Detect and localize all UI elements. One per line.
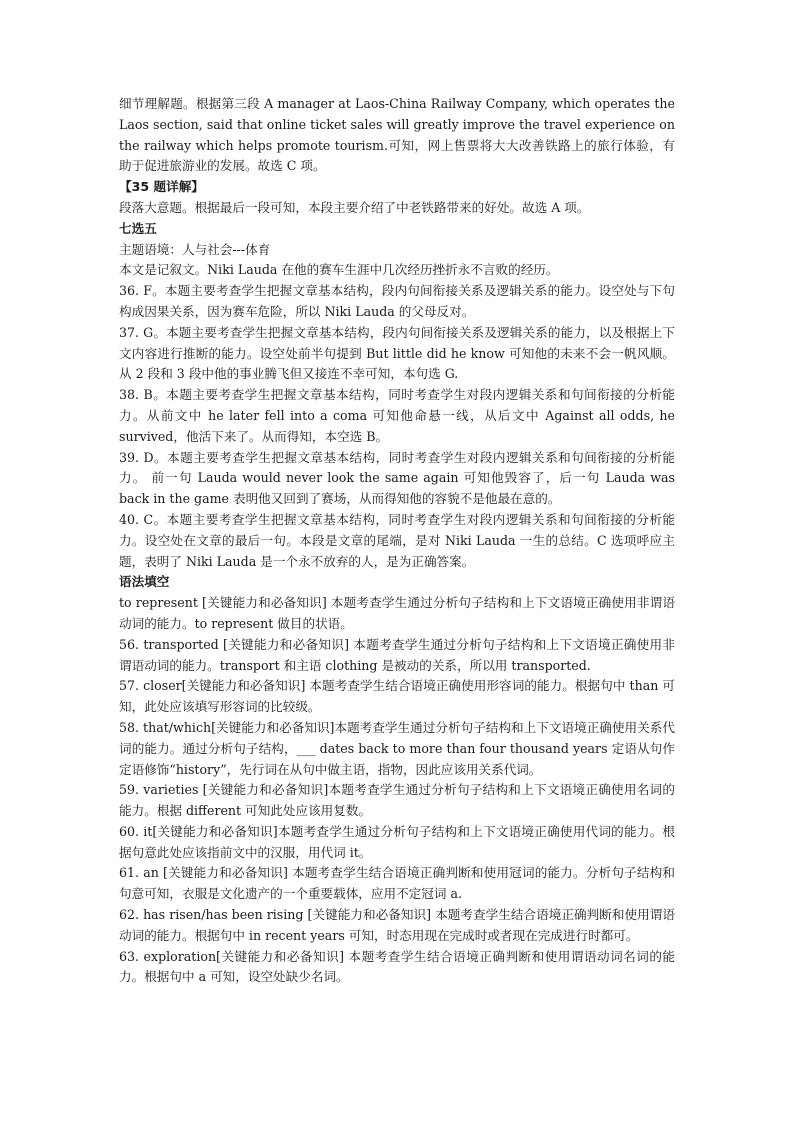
answer-item-38: 38. B。本题主要考查学生把握文章基本结构，同时考查学生对段内逻辑关系和句间衔接的分析能力。从前文中 he later fell into a coma 可知他命悬一线，从后文中 Against all odds, he survived，他活下来了。从而得知，本空选 B。 [119,387,675,444]
answer-item-56: 56. transported [关键能力和必备知识] 本题考查学生通过分析句子结构和上下文语境正确使用非谓语动词的能力。transport 和主语 clothing 是被动的关系，所以用 transported. [119,636,675,673]
answer-item-57: 57. closer[关键能力和必备知识] 本题考查学生结合语境正确使用形容词的能力。根据句中 than 可知，此处应该填写形容词的比较级。 [119,678,675,715]
section-grammar-heading: 语法填空 [119,574,170,590]
intro-paragraph: 细节理解题。根据第三段 A manager at Laos-China Railway Company, which operates the Laos section, said that online ticket sales will greatly improve the travel experience on the railway which helps promote tourism.可知，网上售票将大大改善铁路上的旅行体验，有助于促进旅游业的发展。故选 C 项。 [119,96,675,174]
answer-item-60: 60. it[关键能力和必备知识]本题考查学生通过分析句子结构和上下文语境正确使用代词的能力。根据句意此处应该指前文中的汉服，用代词 it。 [119,823,675,860]
answer-item-55: to represent [关键能力和必备知识] 本题考查学生通过分析句子结构和上下文语境正确使用非谓语动词的能力。to represent 做目的状语。 [119,595,675,631]
section-seven-summary: 本文是记叙文。Niki Lauda 在他的赛车生涯中几次经历挫折永不言败的经历。 [119,262,559,278]
q35-text: 段落大意题。根据最后一段可知，本段主要介绍了中老铁路带来的好处。故选 A 项。 [119,199,590,215]
answer-item-62: 62. has risen/has been rising [关键能力和必备知识] 本题考查学生结合语境正确判断和使用谓语动词的能力。根据句中 in recent years 可知，时态用现在完成时或者现在完成进行时都可。 [119,907,675,943]
answer-item-40: 40. C。本题主要考查学生把握文章基本结构，同时考查学生对段内逻辑关系和句间衔接的分析能力。设空处在文章的最后一句。本段是文章的尾端，是对 Niki Lauda 一生的总结。C 选项呼应主题，表明了 Niki Lauda 是一个永不放弃的人，是为正确答案。 [119,511,675,569]
answer-item-39: 39. D。本题主要考查学生把握文章基本结构，同时考查学生对段内逻辑关系和句间衔接的分析能力。 前一句 Lauda would never look the same again 可知他毁容了，后一句 Lauda was back in the game 表明他又回到了赛场，从而得知他的容貌不是他最在意的。 [119,449,675,507]
answer-item-58: 58. that/which[关键能力和必备知识]本题考查学生通过分析句子结构和上下文语境正确使用关系代词的能力。通过分析句子结构，___ dates back to more than four thousand years 定语从句作定语修饰“history”，先行词在从句中做主语，指物，因此应该用关系代词。 [119,719,675,777]
section-seven-theme: 主题语境：人与社会---体育 [119,241,271,257]
answer-item-37: 37. G。本题主要考查学生把握文章基本结构，段内句间衔接关系及逻辑关系的能力，以及根据上下文内容进行推断的能力。设空处前半句提到 But little did he know 可知他的未来不会一帆风顺。从 2 段和 3 段中他的事业腾飞但又接连不幸可知，本句选 G. [119,324,675,382]
answer-item-61: 61. an [关键能力和必备知识] 本题考查学生结合语境正确判断和使用冠词的能力。分析句子结构和句意可知，衣服是文化遗产的一个重要载体，应用不定冠词 a. [119,865,675,902]
answer-item-36: 36. F。本题主要考查学生把握文章基本结构，段内句间衔接关系及逻辑关系的能力。设空处与下句构成因果关系，因为赛车危险，所以 Niki Lauda 的父母反对。 [119,283,675,319]
section-seven-heading: 七选五 [119,220,157,236]
answer-item-59: 59. varieties [关键能力和必备知识]本题考查学生通过分析句子结构和上下文语境正确使用名词的能力。根据 different 可知此处应该用复数。 [119,782,675,819]
document-page [119,94,675,988]
answer-item-63: 63. exploration[关键能力和必备知识] 本题考查学生结合语境正确判断和使用谓语动词名词的能力。根据句中 a 可知，设空处缺少名词。 [119,948,675,985]
q35-heading: 【35 题详解】 [119,179,204,195]
